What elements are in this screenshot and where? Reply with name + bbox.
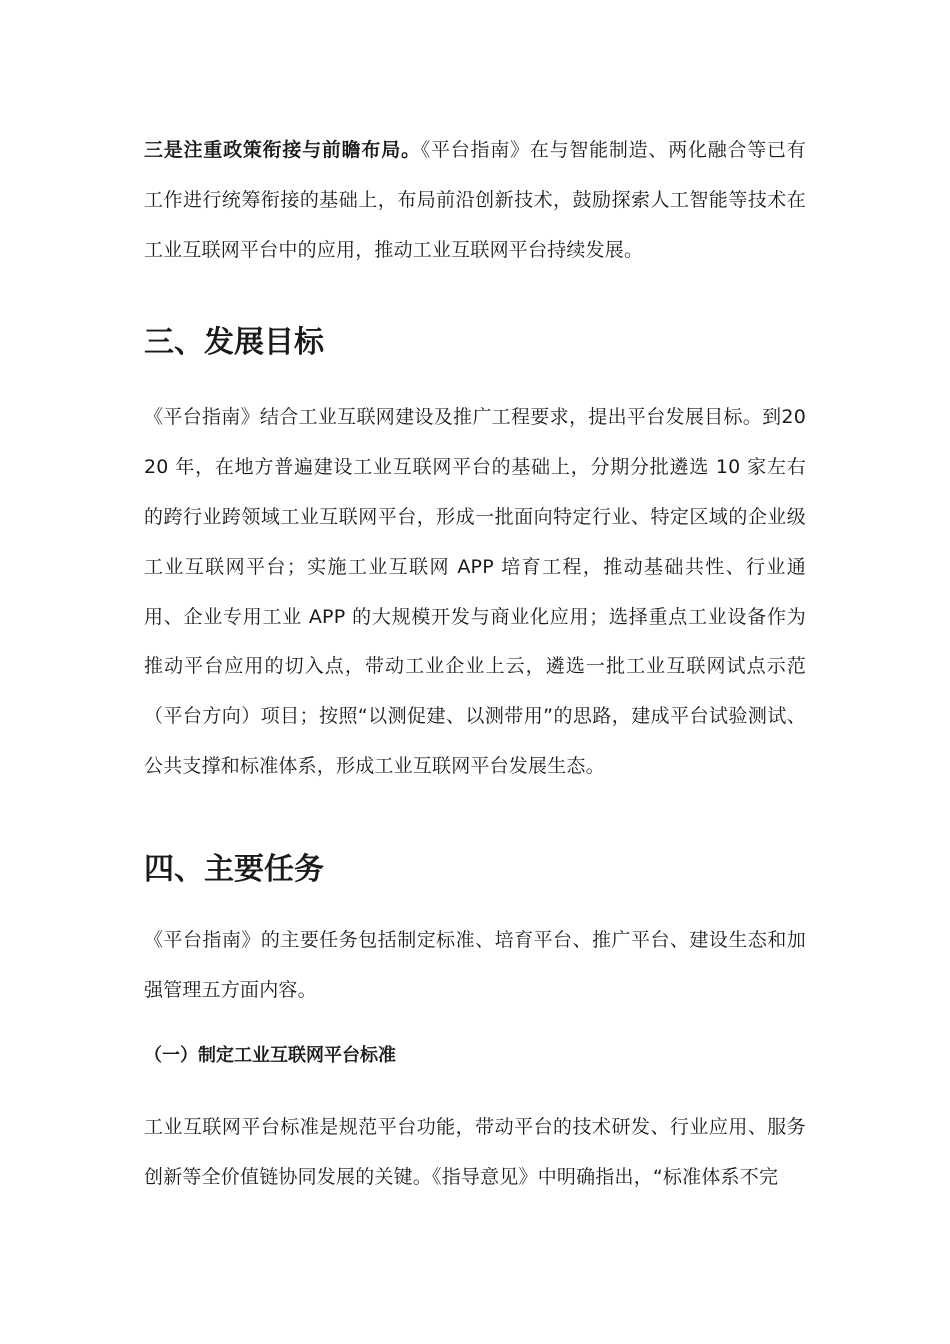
paragraph-lead: 三是注重政策衔接与前瞻布局。 [144, 139, 421, 161]
development-goals-paragraph: 《平台指南》结合工业互联网建设及推广工程要求，提出平台发展目标。到2020 年，在地方普遍建设工业互联网平台的基础上，分期分批遴选 10 家左右的跨行业跨领域工业互联网平台，形成一批面向特定行业、特定区域的企业级工业互联网平台；实施工业互联网 APP 培育工程，推动基础共性、行业通用、企业专用工业 APP 的大规模开发与商业化应用；选择重点工业设备作为推动平台应用的切入点，带动工业企业上云，遴选一批工业互联网试点示范（平台方向）项目；按照“以测促建、以测带用”的思路，建成平台试验测试、公共支撑和标准体系，形成工业互联网平台发展生态。 [144, 406, 806, 777]
document-content [144, 126, 806, 1203]
section-title-main-tasks: 四、主要任务 [144, 851, 324, 887]
main-tasks-paragraph: 《平台指南》的主要任务包括制定标准、培育平台、推广平台、建设生态和加强管理五方面内容。 [144, 928, 806, 1001]
section-title-development-goals: 三、发展目标 [144, 325, 324, 361]
policy-paragraph [144, 126, 806, 275]
paragraph-body: 《平台指南》在与智能制造、两化融合等已有工作进行统筹衔接的基础上，布局前沿创新技术，鼓励探索人工智能等技术在工业互联网平台中的应用，推动工业互联网平台持续发展。 [144, 139, 806, 261]
subsection-title-platform-standards: （一）制定工业互联网平台标准 [144, 1045, 396, 1067]
platform-standards-paragraph: 工业互联网平台标准是规范平台功能，带动平台的技术研发、行业应用、服务创新等全价值链协同发展的关键。《指导意见》中明确指出，“标准体系不完 [144, 1116, 806, 1189]
